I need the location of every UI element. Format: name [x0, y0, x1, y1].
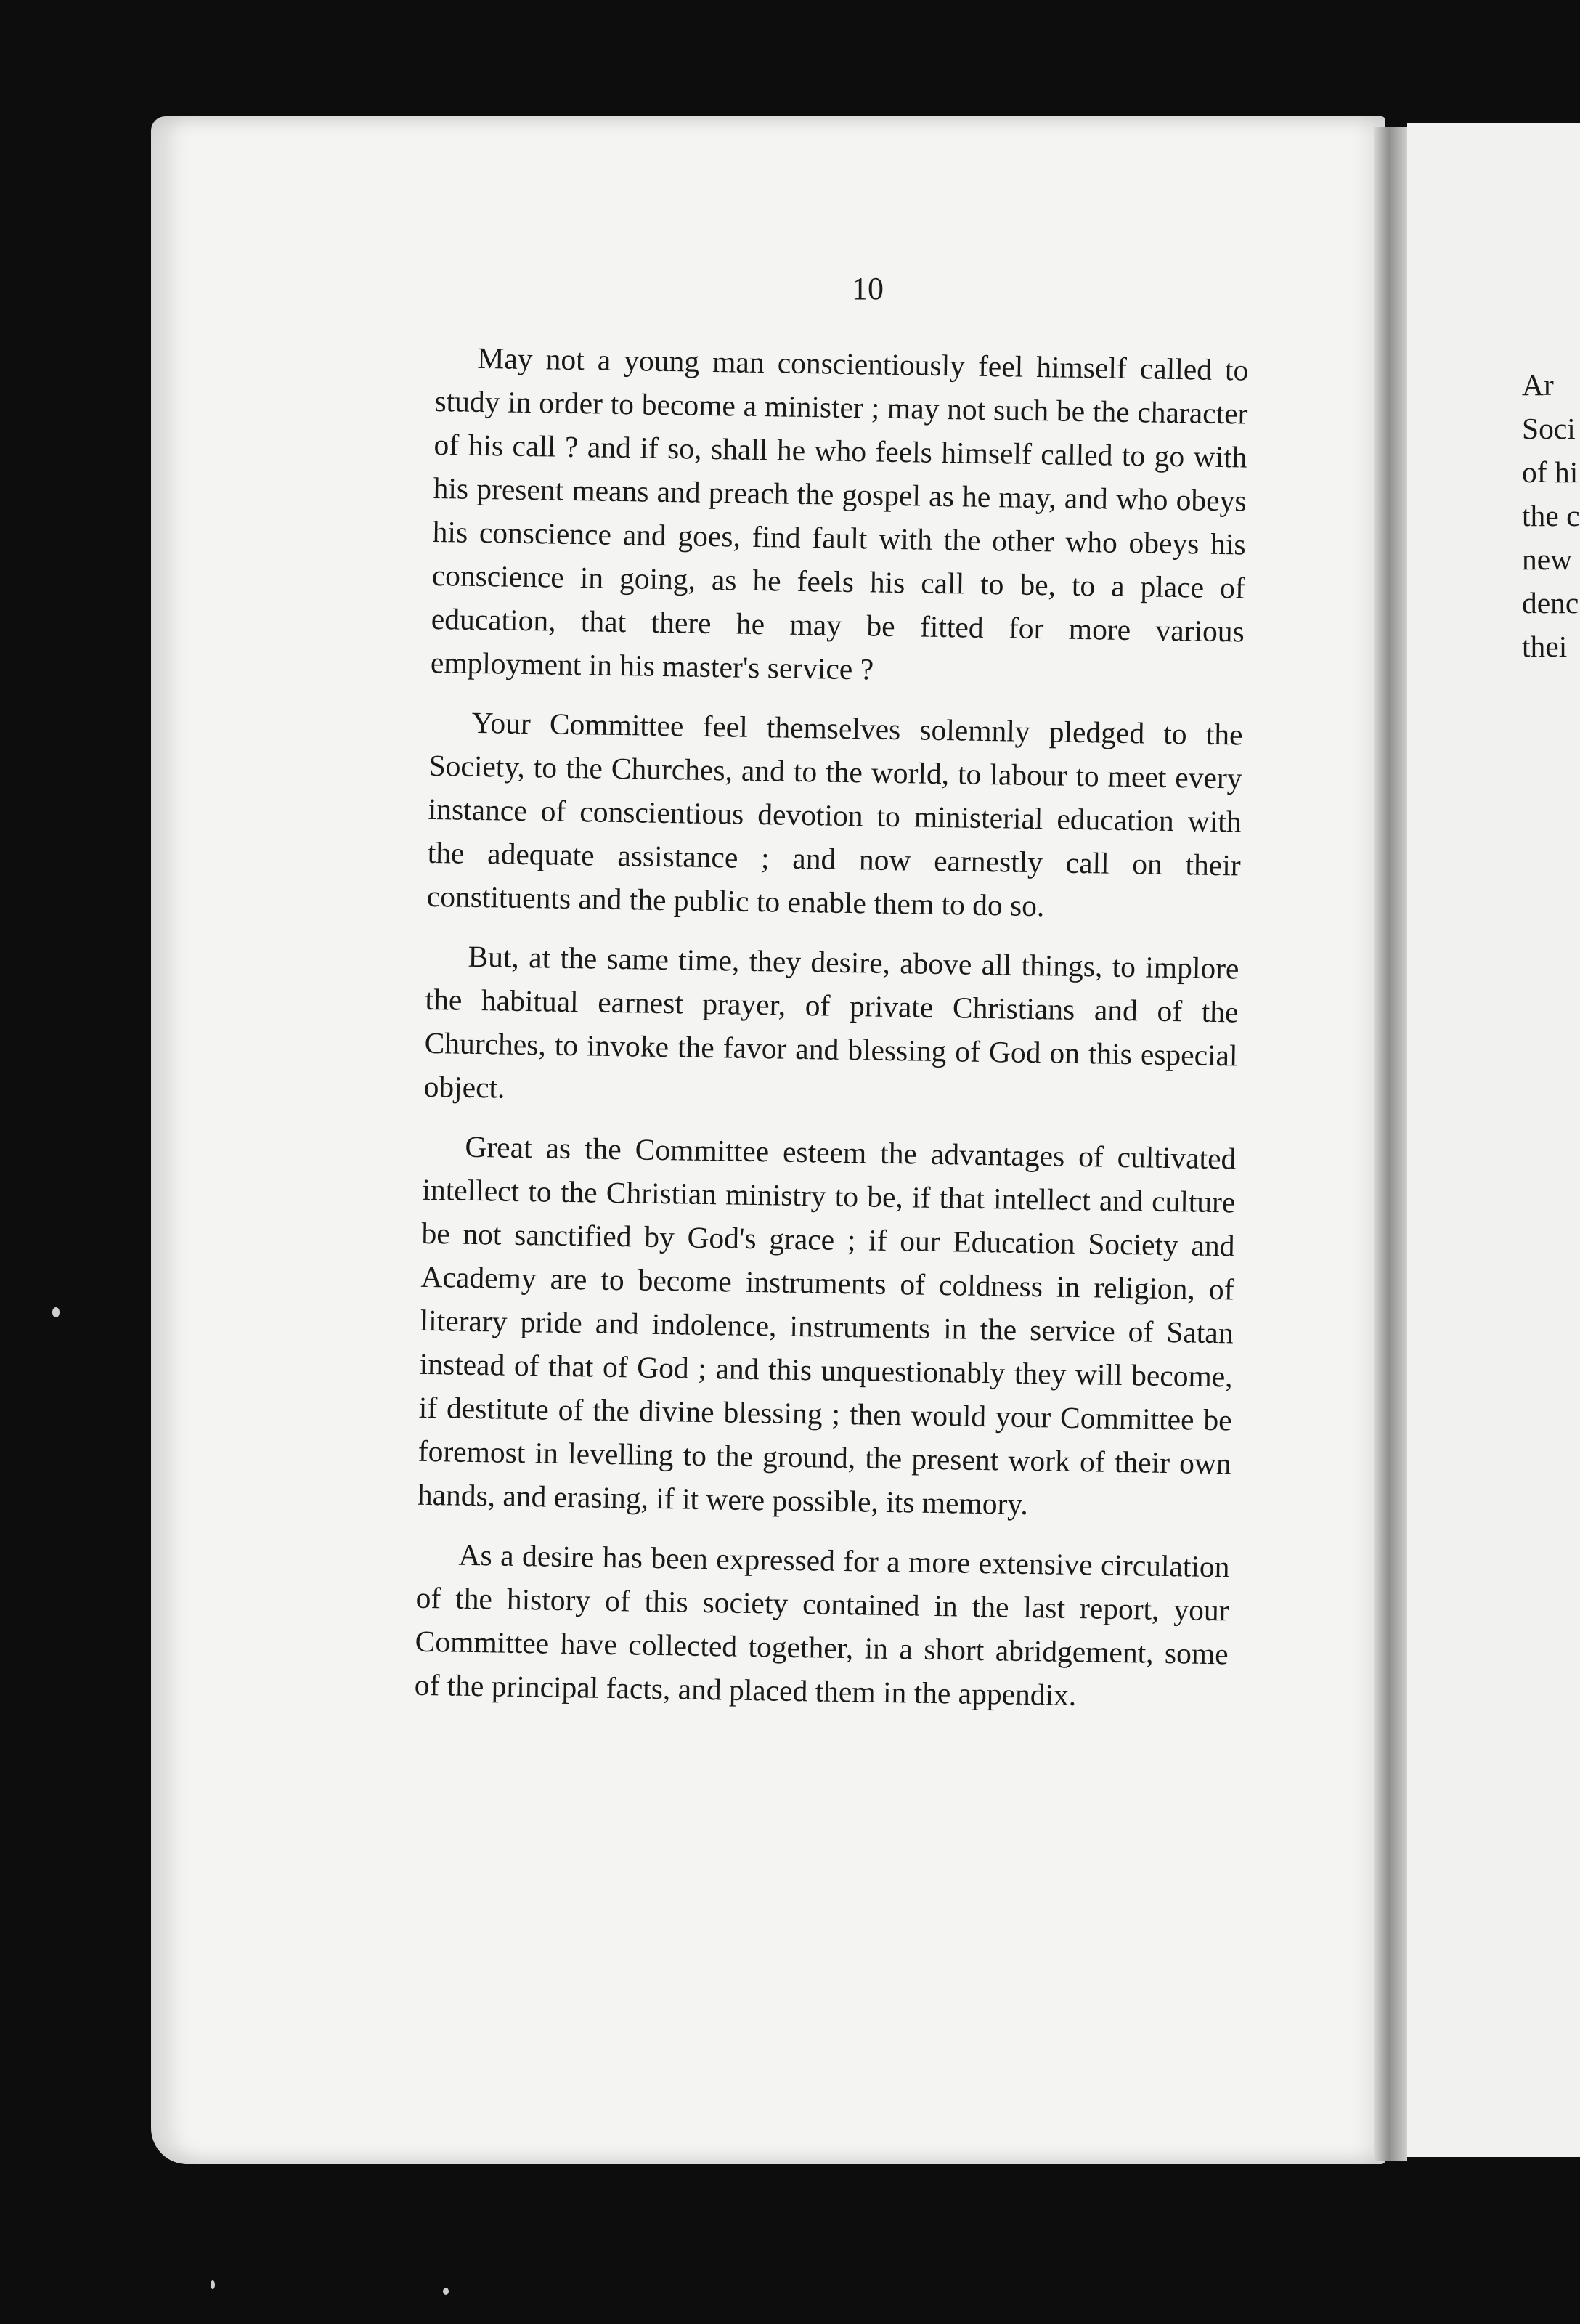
page-number: 10: [852, 271, 884, 306]
facing-line-5: new: [1522, 543, 1573, 576]
paragraph-1: May not a young man conscientiously feel himself called to study in order to become a minister ; may not such be the character of his call ? and if so, shall he who feels himself called to go with his present means and preach the gospel as he may, and who obeys his conscience and goes, find fault with the other who obeys his conscience in going, as he feels his call to be, to a place of education, that there he may be fitted for more various employment in his master's service ?: [430, 341, 1249, 686]
facing-line-1: Ar: [1522, 368, 1554, 402]
facing-line-7: thei: [1522, 630, 1568, 663]
facing-page-text: [1522, 363, 1580, 668]
facing-line-6: denc: [1522, 586, 1579, 619]
page-body-text: [414, 336, 1249, 1719]
dust-speck: [211, 2280, 215, 2289]
dust-speck: [443, 2288, 449, 2295]
paragraph-5: As a desire has been expressed for a more extensive circulation of the history of this society contained in the last report, your Committee have collected together, in a short abridgement, some of the principal facts, and placed them in the appendix.: [414, 1537, 1230, 1712]
facing-line-3: of hi: [1522, 455, 1579, 489]
dust-speck: [52, 1307, 60, 1317]
book-gutter: [1374, 127, 1407, 2161]
facing-line-4: the c: [1522, 499, 1580, 532]
paragraph-4: Great as the Committee esteem the advantages of cultivated intellect to the Christian ministry to be, if that intellect and culture be not sanctified by God's grace ; if our Education Society and Academy are to become instruments of coldness in religion, of literary pride and indolence, instruments in the service of Satan instead of that of God ; and this unquestionably they will become, if destitute of the divine blessing ; then would your Committee be foremost in levelling to the ground, the present work of their own hands, and erasing, if it were possible, its memory.: [417, 1129, 1237, 1521]
facing-line-2: Soci: [1522, 412, 1576, 445]
paragraph-2: Your Committee feel themselves solemnly pledged to the Society, to the Churches, and to the world, to labour to meet every instance of conscientious devotion to ministerial education with the adequate assistance ; and now earnestly call on their constituents and the public to enable them to do so.: [426, 705, 1243, 923]
paragraph-3: But, at the same time, they desire, above all things, to implore the habitual earnest prayer, of private Christians and of the Churches, to invoke the favor and blessing of God on this especial object.: [423, 939, 1239, 1105]
